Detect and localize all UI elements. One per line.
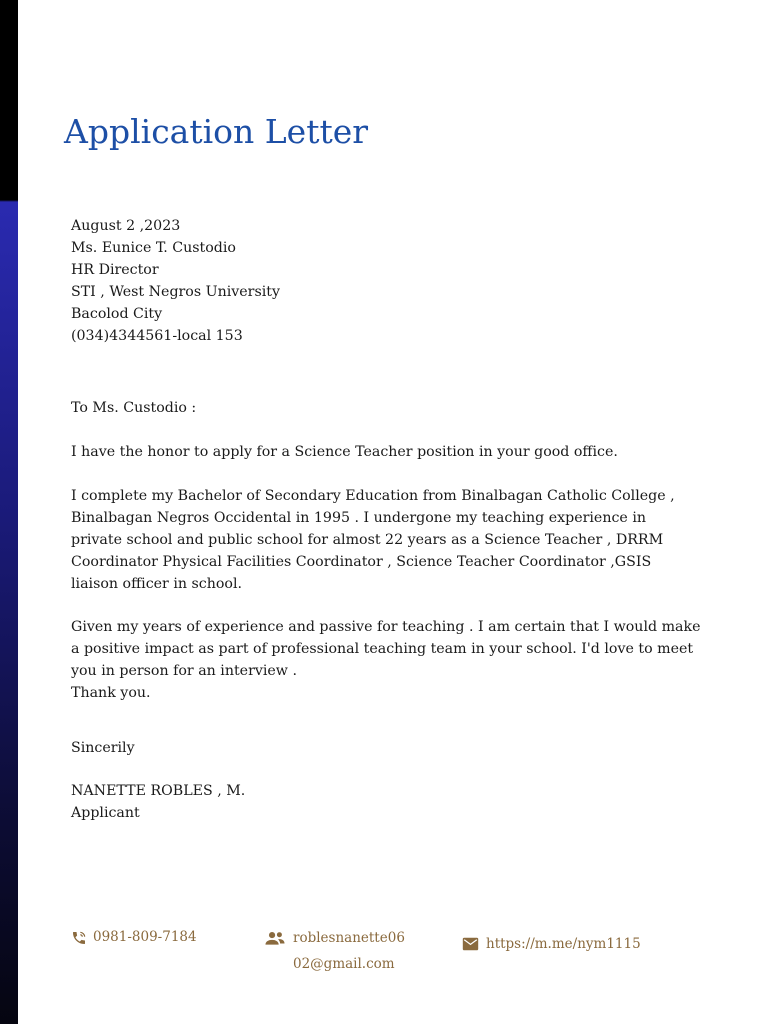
signature-block xyxy=(71,781,701,825)
email-line-1: roblesnanette06 xyxy=(293,930,405,946)
messenger-link: https://m.me/nym1115 xyxy=(486,936,641,952)
email-text xyxy=(293,925,405,977)
thank-you-line: Thank you. xyxy=(71,684,151,701)
recipient-institution: STI , West Negros University xyxy=(71,283,280,300)
side-accent-bar xyxy=(0,0,18,1024)
recipient-phone: (034)4344561-local 153 xyxy=(71,327,243,344)
body-paragraph: I complete my Bachelor of Secondary Education from Binalbagan Catholic College , Binalbagan Negros Occidental in 1995 . I undergone my teaching experience in private school and public school for almost 22 years as a Science Teacher , DRRM Coordinator Physical Facilities Coordinator , Science Teacher Coordinator ,GSIS liaison officer in school. xyxy=(71,488,675,592)
document-title: Application Letter xyxy=(64,112,369,151)
signer-role: Applicant xyxy=(71,804,140,821)
body-paragraph: I have the honor to apply for a Science Teacher position in your good office. xyxy=(71,444,618,460)
recipient-address-block xyxy=(71,216,701,347)
salutation: To Ms. Custodio : xyxy=(71,400,197,416)
phone-icon xyxy=(71,930,87,946)
signer-name: NANETTE ROBLES , M. xyxy=(71,783,246,799)
envelope-icon xyxy=(462,937,479,951)
people-icon xyxy=(264,930,286,946)
closing-word: Sincerily xyxy=(71,740,135,756)
closing-paragraph-block xyxy=(71,617,701,705)
recipient-name: Ms. Eunice T. Custodio xyxy=(71,239,236,256)
body-paragraph: Given my years of experience and passive for teaching . I am certain that I would make a positive impact as part of professional teaching team in your school. I'd love to meet you in person for an interview . xyxy=(71,619,701,679)
phone-number: 0981-809-7184 xyxy=(93,929,197,945)
letter-date: August 2 ,2023 xyxy=(71,218,181,234)
recipient-city: Bacolod City xyxy=(71,305,163,322)
email-line-2: 02@gmail.com xyxy=(293,956,395,972)
recipient-position: HR Director xyxy=(71,261,159,278)
